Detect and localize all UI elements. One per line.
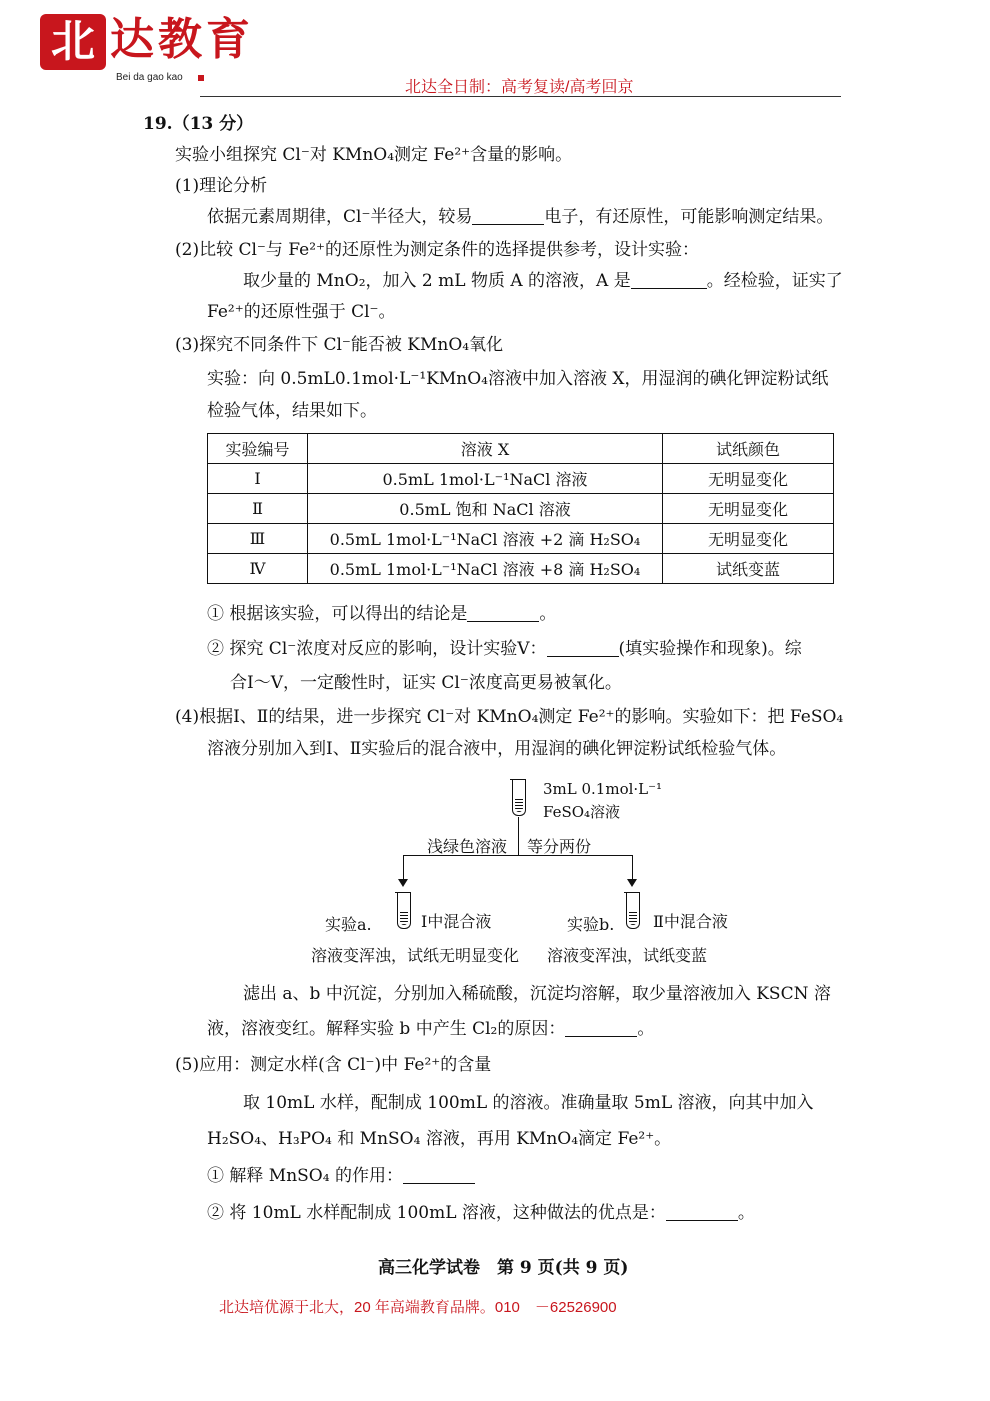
table-header: 溶液 X — [308, 434, 663, 464]
table-cell: 0.5mL 1mol·L⁻¹NaCl 溶液 +2 滴 H₂SO₄ — [308, 524, 663, 554]
table-cell: 0.5mL 1mol·L⁻¹NaCl 溶液 +8 滴 H₂SO₄ — [308, 554, 663, 584]
answer-blank[interactable] — [403, 1165, 475, 1184]
table-cell: 0.5mL 饱和 NaCl 溶液 — [308, 494, 663, 524]
result-b: 溶液变浑浊，试纸变蓝 — [547, 946, 708, 965]
table-cell: 无明显变化 — [663, 464, 834, 494]
page-footer: 高三化学试卷 第 9 页(共 9 页) — [378, 1258, 629, 1278]
answer-blank[interactable] — [666, 1202, 738, 1221]
part5-text-b: H₂SO₄、H₃PO₄ 和 MnSO₄ 溶液，再用 KMnO₄滴定 Fe²⁺。 — [207, 1129, 672, 1149]
connector-line — [518, 817, 519, 855]
table-cell: Ⅰ — [208, 464, 308, 494]
part3-q1-text: ① 根据该实验，可以得出的结论是 — [207, 604, 468, 624]
experiment-table — [207, 433, 834, 584]
table-row — [208, 554, 834, 584]
connector-line — [632, 855, 633, 880]
branch-label-left: 浅绿色溶液 — [427, 837, 508, 856]
part3-q2 — [207, 637, 802, 661]
answer-blank[interactable] — [631, 270, 707, 289]
arrow-down-icon — [627, 879, 637, 887]
brand-subtitle: Bei da gao kao — [116, 72, 183, 83]
tube-a-label: Ⅰ中混合液 — [421, 912, 492, 931]
test-tube-a — [397, 892, 411, 929]
question-intro: 实验小组探究 Cl⁻对 KMnO₄测定 Fe²⁺含量的影响。 — [175, 145, 573, 165]
test-tube-top — [512, 779, 526, 816]
experiment-b-label: 实验b. — [567, 915, 615, 934]
logo-char: 北 — [51, 16, 95, 67]
part5-q2-end: 。 — [737, 1203, 755, 1223]
part4-text-a: (4)根据Ⅰ、Ⅱ的结果，进一步探究 Cl⁻对 KMnO₄测定 Fe²⁺的影响。实验如下：把 FeSO₄ — [175, 707, 844, 727]
part4-text-b: 溶液分别加入到Ⅰ、Ⅱ实验后的混合液中，用湿润的碘化钾淀粉试纸检验气体。 — [207, 739, 787, 759]
experiment-a-label: 实验a. — [325, 915, 372, 934]
table-row — [208, 464, 834, 494]
part2-text-c: Fe²⁺的还原性强于 Cl⁻。 — [207, 302, 396, 322]
part5-q1-text: ① 解释 MnSO₄ 的作用： — [207, 1166, 403, 1186]
part5-title: (5)应用：测定水样(含 Cl⁻)中 Fe²⁺的含量 — [175, 1055, 492, 1075]
tube-liquid — [515, 798, 523, 812]
part3-text-b: 检验气体，结果如下。 — [207, 401, 377, 421]
part1-title: (1)理论分析 — [175, 176, 268, 196]
table-cell: Ⅳ — [208, 554, 308, 584]
part5-q1 — [207, 1164, 475, 1188]
part5-text-a: 取 10mL 水样，配制成 100mL 的溶液。准确量取 5mL 溶液，向其中加入 — [243, 1093, 814, 1113]
part1-text-b: 电子，有还原性，可能影响测定结果。 — [544, 207, 834, 227]
tube-liquid — [400, 911, 408, 925]
connector-line — [403, 855, 633, 856]
table-cell: 无明显变化 — [663, 524, 834, 554]
part2-text-b: 。经检验，证实了 — [706, 271, 843, 291]
arrow-down-icon — [398, 879, 408, 887]
table-row — [208, 494, 834, 524]
table-cell: 0.5mL 1mol·L⁻¹NaCl 溶液 — [308, 464, 663, 494]
table-header: 试纸颜色 — [663, 434, 834, 464]
question-header — [143, 112, 253, 136]
part2-text-a: 取少量的 MnO₂，加入 2 mL 物质 A 的溶液，A 是 — [243, 271, 631, 291]
part4-text-d-a: 液，溶液变红。解释实验 b 中产生 Cl₂的原因： — [207, 1019, 566, 1039]
question-number: 19. — [143, 114, 173, 134]
part3-q2-text-c: 合Ⅰ～Ⅴ，一定酸性时，证实 Cl⁻浓度高更易被氧化。 — [230, 673, 622, 693]
connector-line — [403, 855, 404, 880]
table-cell: 试纸变蓝 — [663, 554, 834, 584]
part3-text-a: 实验：向 0.5mL0.1mol·L⁻¹KMnO₄溶液中加入溶液 X，用湿润的碘化钾淀粉试纸 — [207, 369, 829, 389]
test-tube-b — [626, 892, 640, 929]
part5-q2 — [207, 1201, 755, 1225]
part1-text — [207, 205, 833, 229]
table-header: 实验编号 — [208, 434, 308, 464]
answer-blank[interactable] — [472, 206, 544, 225]
answer-blank[interactable] — [565, 1018, 637, 1037]
part3-title: (3)探究不同条件下 Cl⁻能否被 KMnO₄氧化 — [175, 335, 504, 355]
part3-q2-text-a: ② 探究 Cl⁻浓度对反应的影响，设计实验Ⅴ： — [207, 639, 547, 659]
result-a: 溶液变浑浊，试纸无明显变化 — [311, 946, 520, 965]
brand-dot — [198, 75, 204, 81]
tube-liquid — [629, 911, 637, 925]
branch-label-right: 等分两份 — [527, 837, 592, 856]
part4-text-c: 滤出 a、b 中沉淀，分别加入稀硫酸，沉淀均溶解，取少量溶液加入 KSCN 溶 — [243, 984, 831, 1004]
footer-ad: 北达培优源于北大，20 年高端教育品牌。010 －62526900 — [219, 1299, 617, 1316]
reagent-label-2: FeSO₄溶液 — [543, 803, 621, 821]
part2-title: (2)比较 Cl⁻与 Fe²⁺的还原性为测定条件的选择提供参考，设计实验： — [175, 240, 700, 260]
header-tagline: 北达全日制：高考复读/高考回京 — [405, 79, 634, 96]
header-rule — [200, 96, 841, 97]
part5-q2-text: ② 将 10mL 水样配制成 100mL 溶液，这种做法的优点是： — [207, 1203, 666, 1223]
table-row — [208, 524, 834, 554]
brand-name: 达教育 — [110, 14, 254, 65]
answer-blank[interactable] — [467, 603, 539, 622]
reagent-label-1: 3mL 0.1mol·L⁻¹ — [543, 780, 663, 798]
table-cell: 无明显变化 — [663, 494, 834, 524]
part4-text-d — [207, 1017, 654, 1041]
table-header-row — [208, 434, 834, 464]
logo — [40, 14, 106, 70]
tube-b-label: Ⅱ中混合液 — [653, 912, 728, 931]
table-cell: Ⅲ — [208, 524, 308, 554]
part4-text-d-end: 。 — [637, 1019, 655, 1039]
part2-text — [243, 269, 843, 293]
answer-blank[interactable] — [547, 638, 619, 657]
part3-q2-text-b: (填实验操作和现象)。综 — [618, 639, 802, 659]
part3-q1 — [207, 602, 556, 626]
part3-q1-end: 。 — [539, 604, 557, 624]
question-score: （13 分） — [172, 114, 254, 134]
table-cell: Ⅱ — [208, 494, 308, 524]
part1-text-a: 依据元素周期律，Cl⁻半径大，较易 — [207, 207, 473, 227]
